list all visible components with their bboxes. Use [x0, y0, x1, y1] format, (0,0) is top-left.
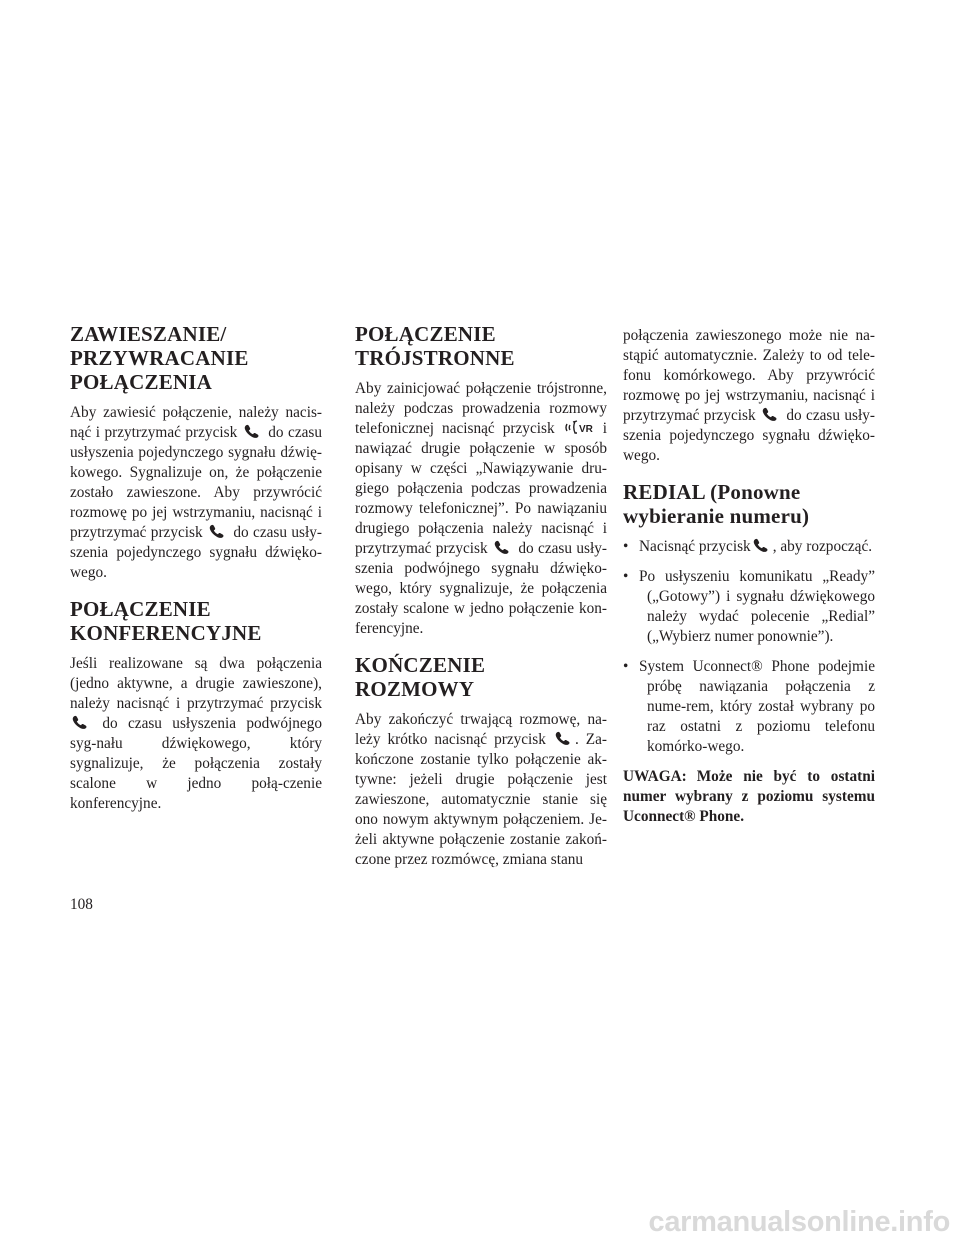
text: Nacisnąć przycisk [639, 538, 751, 555]
text: Aby zainicjować połączenie trójstronne, należy podczas prowadzenia rozmowy telefonicznej nacisnąć przycisk [355, 380, 607, 437]
phone-icon [494, 540, 512, 554]
bullet: • [623, 568, 629, 585]
list-item [623, 537, 875, 557]
text: do czasu usły-szenia podwójnego sygnału dźwięko-wego, który sygnalizuje, że połączenia zostały scalone w jedno połączenie kon-ferencyjne. [355, 540, 607, 637]
text: Aby zakończyć trwającą rozmowę, na-leży krótko nacisnąć przycisk [355, 711, 607, 748]
text: do czasu usłyszenia pojedynczego sygnału dźwię-kowego. Sygnalizuje on, że połączenie zostało zawieszone. Aby przywrócić rozmowę po jej wstrzymaniu, nacisnąć i przytrzymać przycisk [70, 424, 322, 541]
voice-recognition-icon [564, 420, 594, 435]
note-text: Może nie być to ostatni numer wybrany z poziomu systemu Uconnect® Phone. [623, 768, 875, 825]
title-line: KOŃCZENIE ROZMOWY [355, 653, 486, 701]
list-item [623, 567, 875, 647]
bullet: • [623, 658, 629, 675]
note [623, 767, 875, 827]
section-title-conference [70, 597, 322, 645]
column-1 [70, 322, 322, 824]
column-3 [623, 326, 875, 827]
note-label: UWAGA: [623, 768, 687, 785]
paragraph-end-call [355, 710, 607, 870]
section-title-hold-resume [70, 322, 322, 394]
phone-icon [244, 424, 262, 438]
title-line: TRÓJSTRONNE [355, 346, 515, 370]
title-line: ZAWIESZANIE/ [70, 322, 227, 346]
phone-icon [762, 407, 780, 421]
text: do czasu usły-szenia pojedynczego sygnału dźwięko-wego. [70, 524, 322, 581]
title-line: POŁĄCZENIA [70, 370, 213, 394]
title-line: KONFERENCYJNE [70, 621, 262, 645]
section-title-redial [623, 480, 875, 528]
bullet: • [623, 538, 629, 555]
paragraph-end-call-continued [623, 326, 875, 466]
text: System Uconnect® Phone podejmie próbę nawiązania połączenia z nume-rem, który został wybrany po raz ostatni z poziomu telefonu komórko-wego. [639, 658, 875, 755]
paragraph-conference [70, 654, 322, 814]
paragraph-three-way [355, 379, 607, 639]
text: Jeśli realizowane są dwa połączenia (jedno aktywne, a drugie zawieszone), należy nacisnąć i przytrzymać przycisk [70, 655, 322, 712]
text: i nawiązać drugie połączenie w sposób opisany w części „Nawiązywanie dru-giego połączenia podczas prowadzenia rozmowy telefonicznej”. Po nawiązaniu drugiego połączenia należy nacisnąć i przytrzymać przycisk [355, 420, 608, 557]
column-2 [355, 322, 607, 880]
text: połączenia zawieszonego może nie na-stąpić automatycznie. Zależy to od tele-fonu komórkowego. Aby przywrócić rozmowę po jej wstrzymaniu, nacisnąć i przytrzymać przycisk [623, 327, 875, 424]
title-line: wybieranie numeru) [623, 504, 810, 528]
phone-icon [72, 715, 90, 729]
section-title-end-call [355, 653, 607, 701]
page-number: 108 [70, 896, 93, 913]
section-title-three-way [355, 322, 607, 370]
phone-icon [753, 538, 771, 552]
watermark: carmanualsonline.info [648, 1206, 950, 1238]
text: . Za-kończone zostanie tylko połączenie ak-tywne: jeżeli drugie połączenie jest zawieszone, automatycznie stanie się ono nowym aktywnym połączeniem. Je-żeli aktywne połączenie zostanie zakoń-czone przez rozmówcę, zmiana stanu [355, 731, 607, 868]
title-line: POŁĄCZENIE [355, 322, 496, 346]
text: do czasu usły-szenia pojedynczego sygnału dźwięko-wego. [623, 407, 875, 464]
title-line: POŁĄCZENIE [70, 597, 211, 621]
paragraph-hold-resume [70, 403, 322, 583]
text: , aby rozpocząć. [772, 538, 873, 555]
title-line: REDIAL (Ponowne [623, 480, 801, 504]
phone-icon [209, 524, 227, 538]
svg-text:VR: VR [578, 424, 593, 435]
phone-icon [555, 731, 573, 745]
list-item [623, 657, 875, 757]
text: do czasu usłyszenia podwójnego syg-nału dźwiękowego, który sygnalizuje, że połączenia zostały scalone w jedno połą-czenie konferencyjne. [70, 715, 322, 812]
redial-steps-list [623, 537, 875, 757]
text: Aby zawiesić połączenie, należy nacis-nąć i przytrzymać przycisk [70, 404, 322, 441]
title-line: PRZYWRACANIE [70, 346, 249, 370]
text: Po usłyszeniu komunikatu „Ready” („Gotowy”) i sygnału dźwiękowego należy wydać polecenie „Redial” („Wybierz numer ponownie”). [639, 568, 875, 645]
